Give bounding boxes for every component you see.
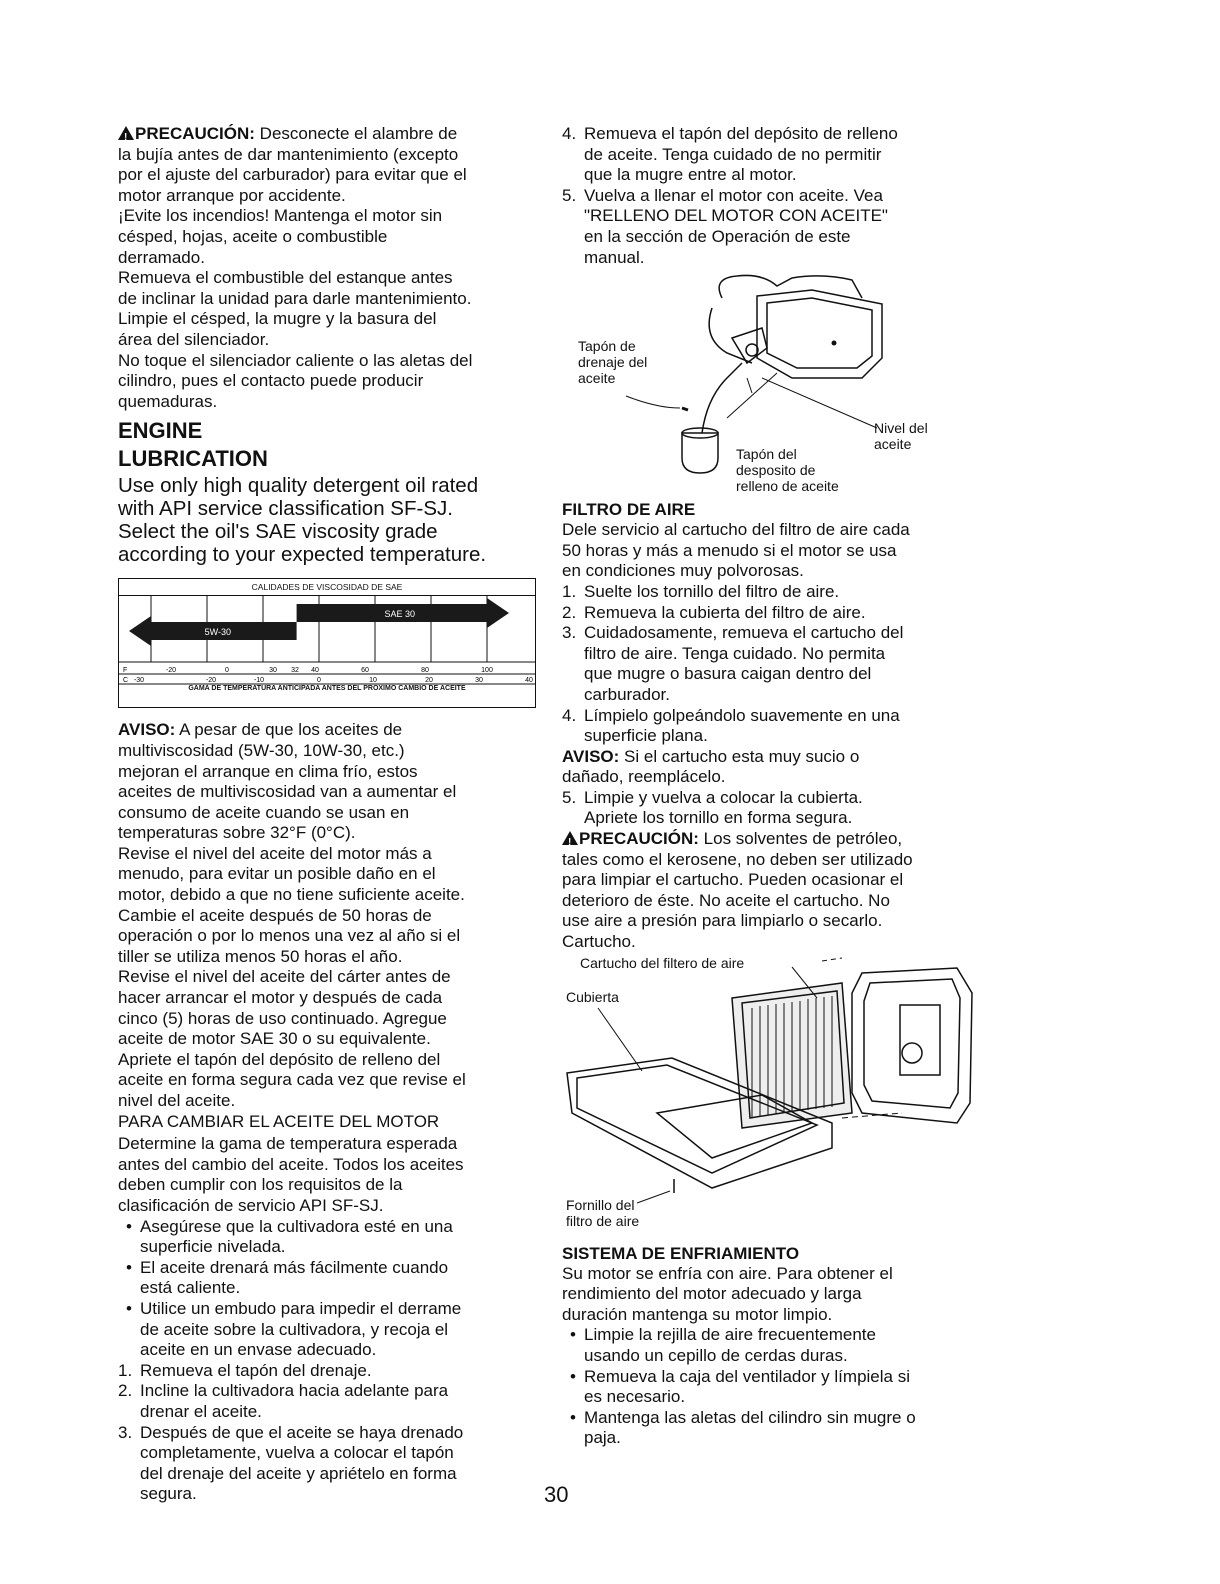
list-item: 5. Limpie y vuelva a colocar la cubierta. Apriete los tornillo en forma segura. [562, 787, 863, 828]
c-tick-label: 10 [369, 677, 377, 685]
air-filter-caution: !PRECAUCIÓN: Los solventes de petróleo, tales como el kerosene, no deben ser utilizado para limpiar el cartucho. Pueden ocasionar el deterioro de éste. No aceite el cartucho. No use aire a presión para limpiarlo o secarlo. Cartucho. [562, 829, 987, 953]
f-tick-label: 100 [481, 667, 493, 675]
air-filter-heading: FILTRO DE AIRE [562, 500, 696, 520]
list-item: 4. Remueva el tapón del depósito de relleno de aceite. Tenga cuidado de no permitir que la mugre entre al motor. [562, 124, 898, 185]
caution-block: !PRECAUCIÓN: Desconecte el alambre de la bujía antes de dar mantenimiento (excepto por el ajuste del carburador) para evitar que el motor arranque por accidente. ¡Evite los incendios! Mantenga el motor sin césped, hojas, aceite o combustible derramado. Remueva el combustible del estanque antes de inclinar la unidad para darle mantenimiento. Limpie el césped, la mugre y la basura del área del silenciador. No toque el silenciador caliente o las aletas del cilindro, pues el contacto puede producir quemaduras. [118, 124, 538, 412]
viscosity-chart [118, 578, 536, 708]
list-item: • Mantenga las aletas del cilindro sin mugre o paja. [570, 1407, 916, 1448]
list-item: 1. Remueva el tapón del drenaje. [118, 1360, 372, 1380]
c-tick-label: 30 [475, 677, 483, 685]
air-filter-aviso: AVISO: Si el cartucho esta muy sucio o dañado, reemplácelo. [562, 746, 860, 787]
list-item: • Asegúrese que la cultivadora esté en una superficie nivelada. [126, 1216, 453, 1257]
section-heading-lubrication: LUBRICATION [118, 446, 268, 472]
fill-cap-label: Tapón del desposito de relleno de aceite [736, 446, 839, 495]
lubrication-intro: Use only high quality detergent oil rated with API service classification SF-SJ. Select the oil's SAE viscosity grade according to your expected temperature. [118, 474, 487, 567]
list-item: • Remueva la caja del ventilador y límpiela si es necesario. [570, 1366, 910, 1407]
f-tick-label: 60 [361, 667, 369, 675]
change-oil-intro: Determine la gama de temperatura esperada antes del cambio del aceite. Todos los aceites deben cumplir con los requisitos de la clasificación de servicio API SF-SJ. [118, 1134, 464, 1215]
f-tick-label: 30 [269, 667, 277, 675]
oil-cap-figure [562, 268, 987, 495]
f-axis-label: F [123, 667, 128, 675]
list-item: 2. Incline la cultivadora hacia adelante para drenar el aceite. [118, 1381, 449, 1421]
chart-footer: GAMA DE TEMPERATURA ANTICIPADA ANTES DEL PROXIMO CAMBIO DE ACEITE [188, 685, 466, 693]
cartridge-label: Cartucho del filtero de aire [580, 954, 745, 971]
air-filter-intro: Dele servicio al cartucho del filtro de aire cada 50 horas y más a menudo si el motor se usa en condiciones muy polvorosas. [562, 520, 910, 581]
cooling-heading: SISTEMA DE ENFRIAMIENTO [562, 1243, 800, 1263]
chart-bar-label: SAE 30 [384, 609, 416, 620]
c-axis-label: C [123, 677, 129, 685]
screw-label: Fornillo del filtro de aire [566, 1196, 640, 1229]
list-item: 2. Remueva la cubierta del filtro de aire. [562, 602, 866, 622]
chart-bar [129, 616, 297, 646]
cover-label: Cubierta [566, 988, 619, 1005]
warning-icon [562, 831, 578, 845]
c-tick-label: 20 [425, 677, 433, 685]
caution-label: PRECAUCIÓN: [135, 124, 255, 143]
list-item: 3. Después de que el aceite se haya drenado completamente, vuelva a colocar el tapón del drenaje del aceite y apriételo en forma segura. [118, 1422, 464, 1504]
list-item: • Limpie la rejilla de aire frecuentemente usando un cepillo de cerdas duras. [570, 1325, 876, 1365]
oil-level-label: Nivel del aceite [874, 420, 928, 453]
list-item: • Utilice un embudo para impedir el derrame de aceite sobre la cultivadora, y recoja el aceite en un envase adecuado. [126, 1298, 462, 1360]
air-filter-drawing [562, 953, 987, 1231]
c-tick-label: 0 [317, 677, 321, 685]
left-column [118, 124, 538, 1505]
cooling-intro: Su motor se enfría con aire. Para obtener el rendimiento del motor adecuado y larga duración mantenga su motor limpio. [562, 1263, 893, 1324]
f-tick-label: -20 [165, 667, 177, 675]
chart-bar-label: 5W-30 [204, 627, 231, 638]
drain-cap-label: Tapón de drenaje del aceite [578, 338, 648, 387]
list-item: 4. Límpielo golpeándolo suavemente en una superficie plana. [562, 705, 900, 746]
change-oil-heading: PARA CAMBIAR EL ACEITE DEL MOTOR [118, 1111, 440, 1131]
f-tick-label: 80 [421, 667, 429, 675]
f-tick-label: 40 [311, 667, 319, 675]
list-item: 1. Suelte los tornillo del filtro de aire. [562, 581, 840, 601]
air-filter-figure [562, 953, 987, 1231]
list-item: • El aceite drenará más fácilmente cuando está caliente. [126, 1257, 449, 1298]
c-tick-label: -10 [253, 677, 265, 685]
chart-bar [297, 598, 509, 628]
list-item: 3. Cuidadosamente, remueva el cartucho del filtro de aire. Tenga cuidado. No permita que mugre o basura caigan dentro del carburador. [562, 623, 904, 704]
c-tick-label: -20 [205, 677, 217, 685]
section-heading-engine: ENGINE [118, 418, 203, 444]
f-tick-label: 32 [291, 667, 299, 675]
list-item: 5. Vuelva a llenar el motor con aceite. Vea "RELLENO DEL MOTOR CON ACEITE" en la sección de Operación de este manual. [562, 185, 888, 267]
chart-title: CALIDADES DE VISCOSIDAD DE SAE [251, 582, 403, 593]
c-tick-label: 40 [525, 677, 533, 685]
page-number: 30 [544, 1482, 569, 1507]
c-tick-label: -30 [133, 677, 145, 685]
f-tick-label: 0 [225, 667, 229, 675]
warning-icon [118, 126, 134, 140]
aviso-block: AVISO: A pesar de que los aceites de multiviscosidad (5W-30, 10W-30, etc.) mejoran el arranque en clima frío, estos aceites de multiviscosidad van a aumentar el consumo de aceite cuando se usan en temperaturas sobre 32°F (0°C). Revise el nivel del aceite del motor más a menudo, para evitar un posible daño en el motor, debido a que no tiene suficiente aceite. Cambie el aceite después de 50 horas de operación o por lo menos una vez al año si el tiller se utiliza menos 50 horas el año. Revise el nivel del aceite del cárter antes de hacer arrancar el motor y después de cada cinco (5) horas de uso continuado. Agregue aceite de motor SAE 30 o su equivalente. Apriete el tapón del depósito de relleno del aceite en forma segura cada vez que revise el nivel del aceite. [118, 720, 466, 1110]
right-column [562, 124, 987, 1449]
